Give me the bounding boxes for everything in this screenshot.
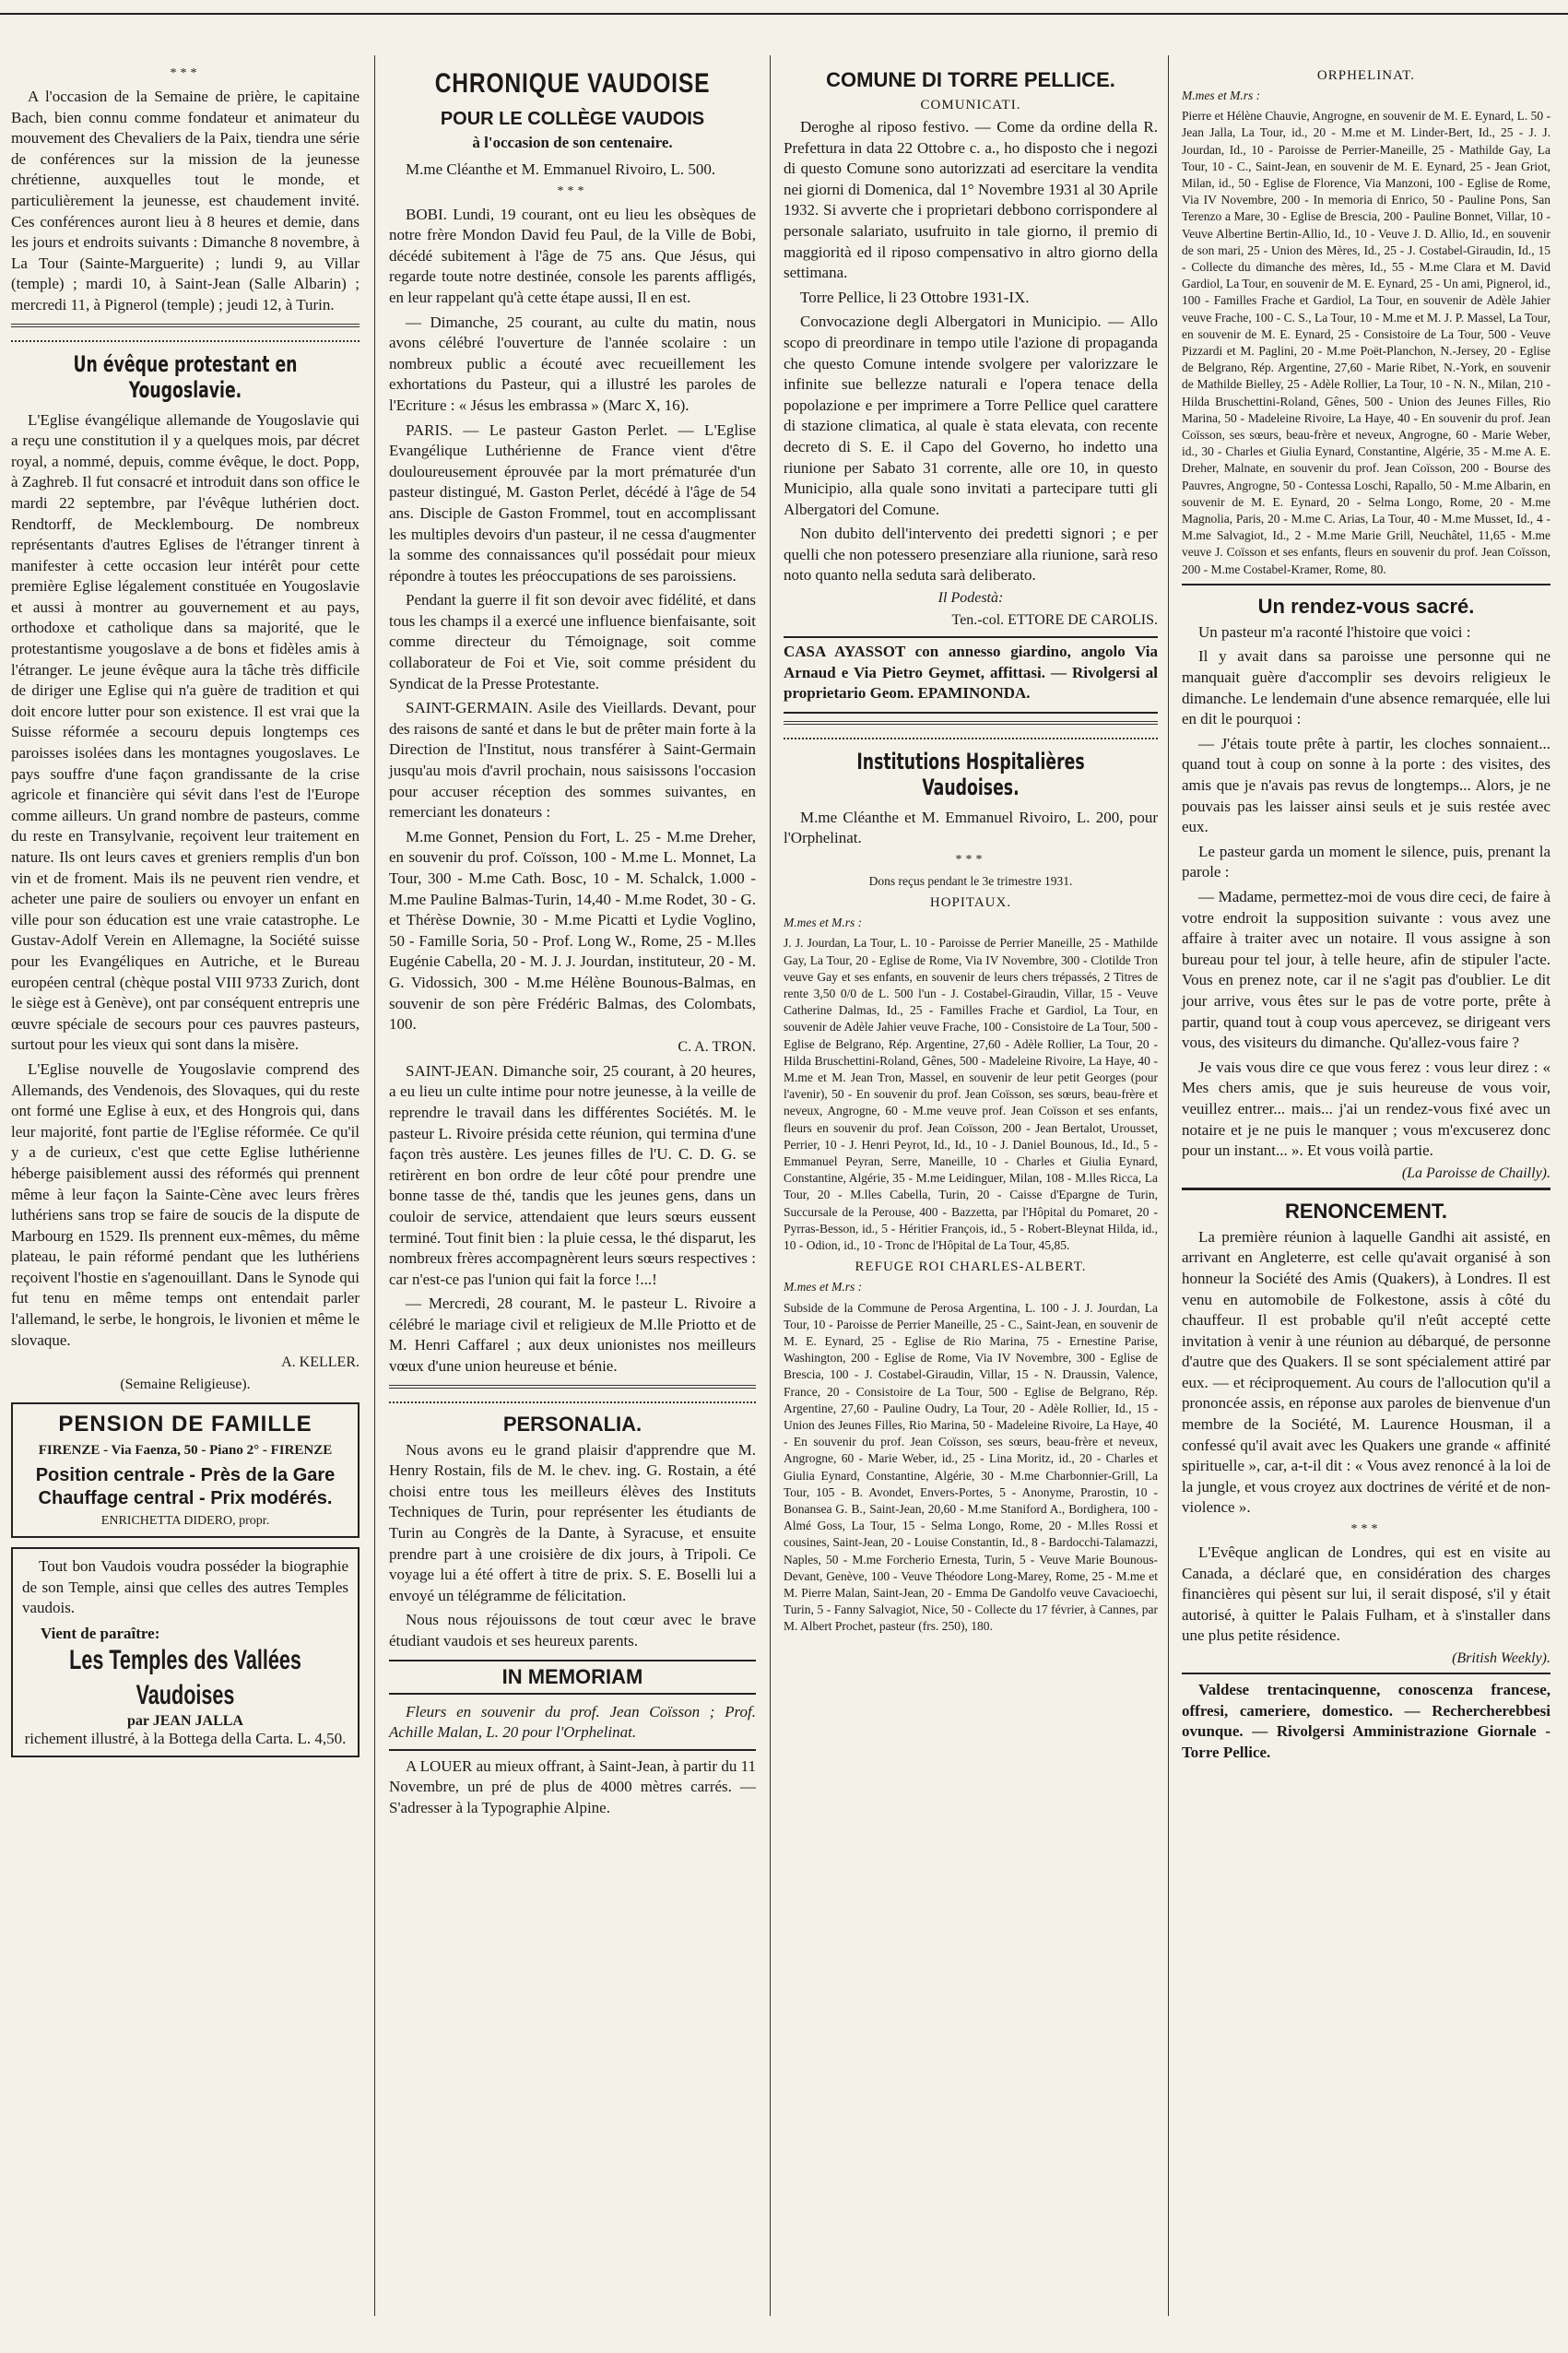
- column-3: [772, 65, 1169, 2316]
- hopitaux-list: J. J. Jourdan, La Tour, L. 10 - Paroisse de Perrier Maneille, 25 - Mathilde Gay, La Tour, 20 - Eglise de Rome, Via IV Novembre, 300 - Clotilde Tron veuve Gay et ses enfants, en souvenir de leurs chers trépassés, 2 Titres de rente 3,50 0/0 de L. 500 l'un - J. Costabel-Giraudin, Villar, 15 - Veuve Catherine Dalmas, Id., 25 - Familles Frache et Gardiol, La Tour, en souvenir de Adèle Jahier veuve Frache, 100 - Consistoire de La Tour, 500 - Eglise de Belgrano, Rép. Argentine, 27,60 - Adèle Rollier, La Tour, 20 - Hilda Bruschettini-Roland, Gênes, 500 - Madeleine Rivoire, La Haye, 40 - M.me et M. Jean Tron, Massel, en souvenir de leur petit Georges (pour l'avenir), 50 - En souvenir du prof. Jean Coïsson, ses sœurs, beau-frère et neveux, Angrogne, 60 - M.me veuve prof. Jean Coïsson et ses enfants, fleurs en souvenir du prof. Jean Coïsson, 200 - Jean Bertalot, Urousset, Perrier, 10 - J. Henri Peyrot, Id., Id., 10 - J. Daniel Bounous, Id., Id., 5 - Emmanuel Peyran, Serre, Maneille, 10 - Charles et Giulia Eynard, Constantine, Algérie, 35 - M.me Leidinguer, Milan, 108 - M.lles Ricca, La Tour, 20 - M.lles Cabella, Turin, 20 - Caisse d'Epargne de Turin, Succursale de la Perouse, 400 - Bazzetta, par l'Hôpital du Pomaret, 20 - Pyrras-Besson, id., 5 - Héritier François, id., 5 - Robert-Bleynat Hilda, id., 10 - Odion, id., 10 - Tronc de l'Hôpital de La Tour, 45,85.: [784, 936, 1158, 1253]
- ad-temples-price: richement illustré, à la Bottega della Carta. L. 4,50.: [24, 1730, 347, 1748]
- refuge-heading: REFUGE ROI CHARLES-ALBERT.: [855, 1259, 1087, 1275]
- column-rule: [374, 55, 375, 2316]
- signature-tron: C. A. TRON.: [678, 1038, 756, 1055]
- comune-sub: COMUNICATI.: [920, 98, 1021, 112]
- rdv-p2: Il y avait dans sa paroisse une personne qui ne manquait guère d'accomplir ses devoirs religieux le dimanche. Le lendemain d'une absence remarquée, elle lui en dit le pourquoi :: [1182, 647, 1550, 728]
- top-rule: [0, 13, 1568, 15]
- ad-pension-features: Position centrale - Près de la Gare Chauffage central - Prix modérés.: [35, 1465, 336, 1509]
- saint-germain-p1: SAINT-GERMAIN. Asile des Vieillards. Devant, pour des raisons de santé et dans le but de prêter main forte à la Direction de l'Institut, nous transférer à Saint-Germain jusqu'au mois d'avril prochain, nous saisissons l'occasion pour accuser réception des sommes suivantes, en remerciant les donateurs :: [389, 699, 756, 822]
- ad-temples-vient: Vient de paraître:: [41, 1625, 160, 1643]
- separator-stars: ***: [170, 66, 201, 80]
- saint-jean-p2: — Mercredi, 28 courant, M. le pasteur L. Rivoire a célébré le mariage civil et religieux de M.lle Priotto et de M. Henri Caffarel ; aux deux unionistes nos meilleurs vœux d'une union heureuse et bénie.: [389, 1295, 756, 1376]
- ad-pension-address: FIRENZE - Via Faenza, 50 - Piano 2° - FIRENZE: [38, 1443, 333, 1459]
- ornament-rule: [11, 324, 360, 342]
- column-4: [1171, 65, 1562, 2316]
- college-heading: POUR LE COLLÈGE VAUDOIS: [440, 109, 705, 129]
- rdv-p1: Un pasteur m'a raconté l'histoire que voici :: [1198, 622, 1471, 641]
- rdv-p5: — Madame, permettez-moi de vous dire ceci, de faire à votre endroit la supposition suivante : vous avez une affaire à traiter avec un notaire. Il vous assigne à son bureau pour tel jour, à telle heure, afin de stipuler l'acte. Vous en prenez note, car il ne s'agit pas d'oublier. Le dit jour arrive, vous êtes sur le pas de votre porte, prête à partir, quand tout à coup vous apercevez, se dirigeant vers vous, des visiteurs du dimanche. Qu'allez-vous faire ?: [1182, 888, 1550, 1052]
- rdv-p6: Je vais vous dire ce que vous ferez : vous leur direz : « Mes chers amis, que je suis heureuse de vous voir, veuillez entrer... mais... j'ai un rendez-vous fixé avec un notaire et je ne puis le manquer ; vous m'excuserez donc pour un instant... ». Et vous voilà partie.: [1182, 1058, 1550, 1160]
- college-donation: M.me Cléanthe et M. Emmanuel Rivoiro, L. 500.: [406, 160, 716, 178]
- orphelinat-heading: ORPHELINAT.: [1316, 68, 1416, 83]
- orphelinat-mmes: M.mes et M.rs :: [1182, 89, 1261, 102]
- personalia-p1: Nous avons eu le grand plaisir d'apprendre que M. Henry Rostain, fils de M. le chev. ing. G. Rostain, a été choisi entre tous les meilleurs élèves des Instituts Techniques de Turin, pour représenter les étudiants de Turin au Congrès de la Dante, à Syracuse, et ensuite prendre part à une croisière de dix jours, à Tripoli. Ce voyage lui a été offert à titre de prix. S. E. Boselli lui a envoyé un télégramme de félicitation.: [389, 1440, 756, 1604]
- saint-jean-p1: SAINT-JEAN. Dimanche soir, 25 courant, à 20 heures, a eu lieu un culte intime pour notre jeunesse, à la veille de reprendre le travail dans les différentes Sociétés. M. le pasteur L. Rivoire présida cette réunion, qui termina d'une façon très austère. Les jeunes filles de l'U. C. D. G. se retirèrent en bon ordre de leur côté pour prendre une bonne tasse de thé, tandis que les jeunes gens, dans un couloir de service, attendaient que leurs sœurs eussent terminé. Tout finit bien : la pluie cessa, le thé disparut, les nombreux frères accompagnèrent leurs sœurs respectives : car n'est-ce pas l'union qui fait la force !...!: [389, 1061, 756, 1288]
- ad-temples: [11, 1547, 360, 1757]
- college-subheading: à l'occasion de son centenaire.: [472, 134, 673, 151]
- source-british: (British Weekly).: [1452, 1650, 1550, 1667]
- podesta-name: Ten.-col. ETTORE DE CAROLIS.: [951, 612, 1158, 629]
- ornament-rule: [784, 721, 1158, 739]
- bobi-p2: — Dimanche, 25 courant, au culte du matin, nous avons célébré l'ouverture de l'année scolaire : un nombreux public a écouté avec recueillement les exhortations du Pasteur, qui a illustré les paroles de l'Ecriture : « Jésus les embrassa » (Marc X, 16).: [389, 313, 756, 414]
- ad-temples-author: par JEAN JALLA: [127, 1713, 243, 1730]
- comune-title: COMUNE DI TORRE PELLICE.: [826, 68, 1115, 91]
- hopitaux-heading: HOPITAUX.: [929, 895, 1012, 911]
- memoriam-box: [389, 1660, 756, 1695]
- separator-stars: ***: [955, 853, 986, 868]
- memoriam-heading: IN MEMORIAM: [501, 1664, 643, 1688]
- ad-temples-title: Les Temples des Vallées Vaudoises: [69, 1645, 301, 1711]
- comune-date: Torre Pellice, li 23 Ottobre 1931-IX.: [800, 288, 1030, 306]
- paris-p2: Pendant la guerre il fit son devoir avec fidélité, et dans tous les champs il a exercé une influence bienfaisante, soit comme directeur du Témoignage, soit comme collaborateur de Foi et Vie, soit comme président du Syndicat de la Presse Protestante.: [389, 591, 756, 692]
- renoncement-p2: L'Evêque anglican de Londres, qui est en visite au Canada, a déclaré que, en considération des charges financières qui pèsent sur lui, il serait disposé, s'il y était autorisé, à quitter le Palais Fulham, et à s'installer dans une plus petite résidence.: [1182, 1543, 1550, 1645]
- refuge-list: Subside de la Commune de Perosa Argentina, L. 100 - J. J. Jourdan, La Tour, 10 - Paroisse de Perrier Maneille, 25 - C., Saint-Jean, en souvenir de M. E. Eynard, 25 - Eglise de Rio Marina, 75 - Ernestine Parise, Washington, 200 - Eglise de Rome, Via IV Novembre, 300 - Eglise de Brescia, 100 - J. Costabel-Giraudin, Villar, 15 - N. Draussin, Valence, France, 20 - Consistoire de La Tour, 500 - Eglise de Belgrano, Rép. Argentine, 27,60 - Pauline Oudry, La Tour, 20 - Adèle Rollier, Id., 15 - Union des Jeunes Filles, Rio Marina, 50 - Madeleine Rivoire, La Haye, 40 - En souvenir du prof. Jean Coïsson, ses sœurs, beau-frère et neveux, Angrogne, 60 - Marie Weber, id., 25 - Lina Moritz, id., 20 - Charles et Giulia Eynard, Constantine, Algérie, 30 - M.me Charbonnier-Grill, La Tour, 105 - B. Avondet, Envers-Portes, 5 - Anonyme, Prarostin, 10 - Bonansea G. B., Saint-Jean, 20,60 - M.me Staniford A., Bordighera, 100 - Almé Goss, La Tour, 15 - Selma Longo, Rome, 20 - M.lles Rossi et cousines, Saint-Jean, 20 - Louise Constantin, Id., 8 - Bardocchi-Talamazzi, Naples, 50 - M.me Forcherio Ernesta, Turin, 5 - Veuve Marie Bounous-Devant, Genève, 100 - Veuve Théodore Long-Marey, Rome, 25 - M.me et M. Pierre Malan, Saint-Jean, 20 - Emma De Gandolfo veuve Cavacioechi, Turin, 5 - Fanny Salvagiot, Nice, 50 - Collecte du 17 février, à Cannes, par M. Albert Prochet, pasteur (frs. 250), 180.: [784, 1300, 1158, 1634]
- memoriam-text: Fleurs en souvenir du prof. Jean Coïsson ; Prof. Achille Malan, L. 20 pour l'Orphelinat.: [389, 1702, 756, 1742]
- comune-p1: Deroghe al riposo festivo. — Come da ordine della R. Prefettura in data 22 Ottobre c. a., ho disposto che i negozi di questo Comune sono autorizzati ad esercitare la vendita nei giorni di Domenica, dal 1° Novembre 1931 al 30 Aprile 1932. Si avverte che i proprietari debbono corrispondere al personale salariato, usufruito in tale giorno, il premio di maggiorità ed il riposo compensativo in altro giorno della settimana.: [784, 118, 1158, 282]
- casa-ayassot-ad: CASA AYASSOT con annesso giardino, angolo Via Arnaud e Via Pietro Geymet, affittasi. — Rivolgersi al proprietario Geom. EPAMINONDA.: [784, 643, 1158, 703]
- separator-stars: ***: [557, 183, 588, 198]
- orphelinat-list: [1182, 68, 1550, 578]
- column-1: [0, 65, 371, 2316]
- column-rule: [770, 55, 771, 2316]
- column-2: [378, 65, 767, 2316]
- a-louer-ad: A LOUER au mieux offrant, à Saint-Jean, à partir du 11 Novembre, un pré de plus de 4000 mètres carrés. — S'adresser à la Typographie Alpine.: [389, 1756, 756, 1816]
- article-conferences: A l'occasion de la Semaine de prière, le capitaine Bach, bien connu comme fondateur et animateur du mouvement des Chevaliers de la Paix, tiendra une série de conférences sur la mission de la jeunesse chrétienne, auxquelles tout le monde, et particulièrement la jeunesse, est chaudement invité. Ces conférences auront lieu à 8 heures et demie, dans les jours et endroits suivants : Dimanche 8 novembre, à La Tour (Sainte-Marguerite) ; lundi 9, au Villar (temple) ; mardi 10, à Saint-Jean (Salle Albarin) ; mercredi 11, à Pignerol (temple) ; jeudi 12, à Turin.: [11, 88, 360, 313]
- personalia-heading: PERSONALIA.: [502, 1412, 643, 1436]
- rdv-p3: — J'étais toute prête à partir, les cloches sonnaient... quand tout à coup on sonne à la porte : des visites, des amis que je n'avais pas revus de longtemps... Alors, je ne pouvais pas les laisser ainsi seuls et je suis restée avec eux.: [1182, 734, 1550, 836]
- casa-ayassot-box: [784, 636, 1158, 714]
- heading-eveque: Un évêque protestant en Yougoslavie.: [73, 350, 298, 403]
- source-semaine: (Semaine Religieuse).: [120, 1377, 251, 1393]
- chronique-title: CHRONIQUE VAUDOISE: [434, 68, 711, 99]
- refuge-mmes: M.mes et M.rs :: [784, 1280, 863, 1295]
- article-eveque-p2: L'Eglise nouvelle de Yougoslavie comprend des Allemands, des Vendenois, des Slovaques, qui du reste ont formé une Eglise à eux, et des Hongrois qui, dans leur majorité, font partie de l'Eglise réformée. Ce qu'il y a de curieux, c'est que cette Eglise luthérienne héberge paisiblement aussi des réformés qui prennent même à leur façon la Sainte-Cène avec leurs frères luthériens sans trop se faire de soucis de la dispute de Marbourg en 1529. Ils prennent eux-mêmes, du même plateau, le pain réformé pendant que les luthériens reçoivent l'hostie en s'agenouillant. Dans le Synode qui fut tenu en même temps ont entendait parler l'allemand, le serbe, le hongrois, le livonien et même le slovaque.: [11, 1059, 360, 1349]
- orphelinat-donors: Pierre et Hélène Chauvie, Angrogne, en souvenir de M. E. Eynard, L. 50 - Jean Jalla, La Tour, id., 20 - M.me et M. Linder-Bert, Id., 25 - J. J. Jourdan, Id., 10 - Paroisse de Perrier-Maneille, 25 - Mathilde Gay, La Tour, 10 - C., Saint-Jean, en souvenir de M. E. Eynard, 25 - Jean Griot, Milan, id., 50 - Eglise de Florence, Via Manzoni, 100 - Eglise de Rome, Via IV Novembre, 200 - In memoria di Enrico, 50 - Pauline Pons, San Terenzo a Mare, 30 - Eglise de Brescia, 200 - Pauline Bonnet, Villar, 10 - Veuve Albertine Bertin-Allio, Id., 10 - Veuve J. D. Allio, Id., en souvenir de son mari, 25 - Union des Mères, Id., 25 - J. Costabel-Giraudin, Id., 15 - Collecte du dimanche des mères, Id., 55 - M.me Clara et M. David Gardiol, La Tour, en souvenir de M. E. Eynard, 25 - Un ami, Pignerol, id., 100 - Familles Frache et Gardiol, La Tour, en souvenir de Adèle Jahier veuve Frache, 100 - C. S., La Tour, 10 - M.me et M. J. P. Massel, La Tour, en souvenir de M. E. Eynard, 25 - Consistoire de La Tour, 500 - Veuve Pizzardi et M. Paglini, 20 - M.me Poët-Planchon, N.-Jersey, 20 - Eglise de Belgrano, Rép. Argentine, 27,60 - Marie Ribet, N.-York, en souvenir de Mathilde Bielley, 25 - Adèle Rollier, La Tour, 10 - N. N., Milan, 210 - Hilda Bruschettini-Roland, Gênes, 500 - Union des Jeunes Filles, Rio Marina, 50 - Madeleine Rivoire, La Haye, 40 - En souvenir du prof. Jean Coïsson, ses sœurs, beau-frère et neveux, Angrogne, 60 - Marie Weber, id., 30 - Charles et Giulia Eynard, Constantine, Algérie, 35 - M.me A. E. Dreher, Malnate, en souvenir du prof. Jean Coïsson, 200 - Bourse des Pauvres, Angrogne, 50 - Contessa Loschi, Rapallo, 50 - M.me Albarin, en souvenir de M. E. Eynard, 20 - Selma Longo, Rome, 20 - M.me Magnolia, Paris, 20 - M.me C. Arias, La Tour, 40 - M.me Musset, Id., 4 - M.me Salvagiot, Id., 2 - M.me Marie Grill, Neuchâtel, 11,65 - M.me veuve J. Coïsson et ses enfants, fleurs en souvenir du prof. Jean Coïsson, 200 - M.me Costabel-Kramer, Rome, 80.: [1182, 109, 1551, 576]
- comune-p4: Non dubito dell'intervento dei predetti signori ; e per quelli che non potessero presenziare alla riunione, sarà reso noto quanto nella seduta sarà deliberato.: [784, 525, 1158, 585]
- paris-p1: PARIS. — Le pasteur Gaston Perlet. — L'Eglise Evangélique Luthérienne de France vient d'être douloureusement éprouvée par la mort prématurée d'un pasteur distingué, M. Gaston Perlet, décédé à l'âge de 54 ans. Disciple de Gaston Frommel, tout en accomplissant les multiples devoirs d'un pasteur, il ne cessa d'augmenter la somme des connaissances qu'il possédait pour mieux répondre à toutes les préoccupations de ses paroissiens.: [389, 420, 756, 585]
- hopitaux-mmes: M.mes et M.rs :: [784, 916, 863, 930]
- dons-list: [784, 873, 1158, 1636]
- renoncement-p1: La première réunion à laquelle Gandhi ait assisté, en arrivant en Angleterre, est celle qu'avait organisé à son honneur la Société des Amis (Quakers), à Londres. Il est venu en automobile de Folkestone, assis à côté du chauffeur. Il est probable qu'il n'eût accepté cette invitation à venir à une réunion au débarqué, de personne d'autre que des Quakers. Il se sont spécialement attiré par eux. — et réciproquement. Au cours de l'allocution qu'il a prononcée assis, en réponse aux paroles de bienvenue d'un membre de la Société, M. Laurence Housman, il a confessé qu'il avait avec les Quakers une grande « affinité spirituelle », car, a-t-il dit : « Vous avez renoncé à la loi de la jungle, et vous croyez aux doctrines de vérité et de non-violence ».: [1182, 1227, 1550, 1517]
- ornament-rule: [389, 1385, 756, 1403]
- personalia-p2: Nous nous réjouissons de tout cœur avec le brave étudiant vaudois et ses heureux parents.: [389, 1611, 756, 1649]
- rendez-vous-heading: Un rendez-vous sacré.: [1257, 594, 1475, 618]
- ad-temples-text: Tout bon Vaudois voudra posséder la biographie de son Temple, ainsi que celles des autres Temples vaudois.: [22, 1557, 348, 1617]
- separator-stars: ***: [1350, 1522, 1382, 1537]
- ad-pension: [11, 1402, 360, 1538]
- signature-keller: A. KELLER.: [281, 1354, 360, 1371]
- valdese-ad: Valdese trentacinquenne, conoscenza francese, offresi, cameriere, domestico. — Rechercherebbesi ovunque. — Rivolgersi Amministrazione Giornale - Torre Pellice.: [1182, 1681, 1550, 1761]
- ad-pension-title: PENSION DE FAMILLE: [58, 1412, 312, 1437]
- saint-germain-donors: M.me Gonnet, Pension du Fort, L. 25 - M.me Dreher, en souvenir du prof. Coïsson, 100 - M.me L. Monnet, La Tour, 300 - M.me Cath. Bosc, 10 - M. Schalck, 1.000 - M.me Pauline Balmas-Turin, 14,40 - M.me Rodet, 30 - G. et Thérèse Downie, 30 - M.me Picatti et Lydie Voglino, 50 - Famille Soria, 50 - Prof. Long W., Rome, 25 - M.lles Eugénie Cabella, 20 - M. J. J. Jourdan, instituteur, 20 - M. G. Vidossich, 300 - M.me Hélène Bounous-Balmas, en souvenir de son père Frédéric Balmas, des Colombats, 100.: [389, 827, 756, 1034]
- rdv-p4: Le pasteur garda un moment le silence, puis, prenant la parole :: [1182, 842, 1550, 881]
- institutions-heading: Institutions Hospitalières Vaudoises.: [856, 748, 1085, 800]
- comune-p3: Convocazione degli Albergatori in Municipio. — Allo scopo di preordinare in tempo utile l'azione di propaganda che questo Comune intende svolgere per valorizzare le infinite sue bellezze naturali e l'opera tenace della popolazione e per imprimere a Torre Pellice quel carattere di stazione climatica, al quale è stata elevata, con recente decreto di S. E. il Capo del Governo, ho indetto una riunione per Sabato 31 corrente, alle ore 10, in questo Municipio, alla quale sono invitati a partecipare tutti gli Albergatori del Comune.: [784, 313, 1158, 518]
- article-eveque-p1: L'Eglise évangélique allemande de Yougoslavie qui a reçu une constitution il y a quelques mois, par décret royal, a nommé, depuis, comme évêque, le doct. Popp, à Zaghreb. Il fut consacré et introduit dans son office le mardi 22 septembre, par l'évêque luthérien doct. Rendtorff, de Mecklembourg. De nombreux représentants d'autres Eglises de l'étranger tinrent à manifester à cette occasion leur intérêt pour cette première Eglise légalement constituée en Yougoslavie et aussi à montrer au gouvernement et au pays, orthodoxe et catholique dans sa majorité, que le protestantisme yougoslave a de bons et fidèles amis à l'étranger. Le jeune évêque aura la tâche très difficile de diriger une Eglise qui n'a guère de tradition et qui doit encore lutter pour son existence. Il est vrai que la Suisse réformée a secouru depuis longtemps ces paroisses isolées dans les montagnes yougoslaves. Le pays souffre d'une façon grandissante de la crise agricole et financière qui sévit dans l'est de l'Europe comme ailleurs. Un grand nombre de pasteurs, comme du reste en Transylvanie, reçoivent leur traitement en nature. Ils ont leurs caves et greniers remplis d'un bon vin et de froment. Mais ils ne peuvent rien vendre, et acheter une paire de souliers ou envoyer un enfant en ville pour son éducation est une vraie catastrophe. Le Gustav-Adolf Verein en Allemagne, la Société suisse pour les Evangéliques en Autriche, et le Bureau européen central (chèque postal VIII 9733 Zurich, dont le siège est à Genève), ont par conséquent entrepris une œuvre spéciale de secours pour ces pauvres pasteurs, surtout pour les vieux qui sont dans la misère.: [11, 410, 360, 1054]
- institutions-donation: M.me Cléanthe et M. Emmanuel Rivoiro, L. 200, pour l'Orphelinat.: [784, 808, 1158, 847]
- renoncement-heading: RENONCEMENT.: [1284, 1199, 1447, 1223]
- bobi-p1: BOBI. Lundi, 19 courant, ont eu lieu les obsèques de notre frère Mondon David feu Paul, de la Ville de Bobi, décédé subitement à l'âge de 75 ans. Que Jésus, qui regarde toute notre destinée, console les parents affligés, en leur rappelant qu'à cette étape aussi, Il en est.: [389, 205, 756, 306]
- podesta-title: Il Podestà:: [937, 590, 1004, 607]
- dons-intro: Dons reçus pendant le 3e trimestre 1931.: [868, 874, 1073, 889]
- source-chailly: (La Paroisse de Chailly).: [1401, 1165, 1550, 1181]
- ad-pension-owner: ENRICHETTA DIDERO, propr.: [100, 1514, 270, 1529]
